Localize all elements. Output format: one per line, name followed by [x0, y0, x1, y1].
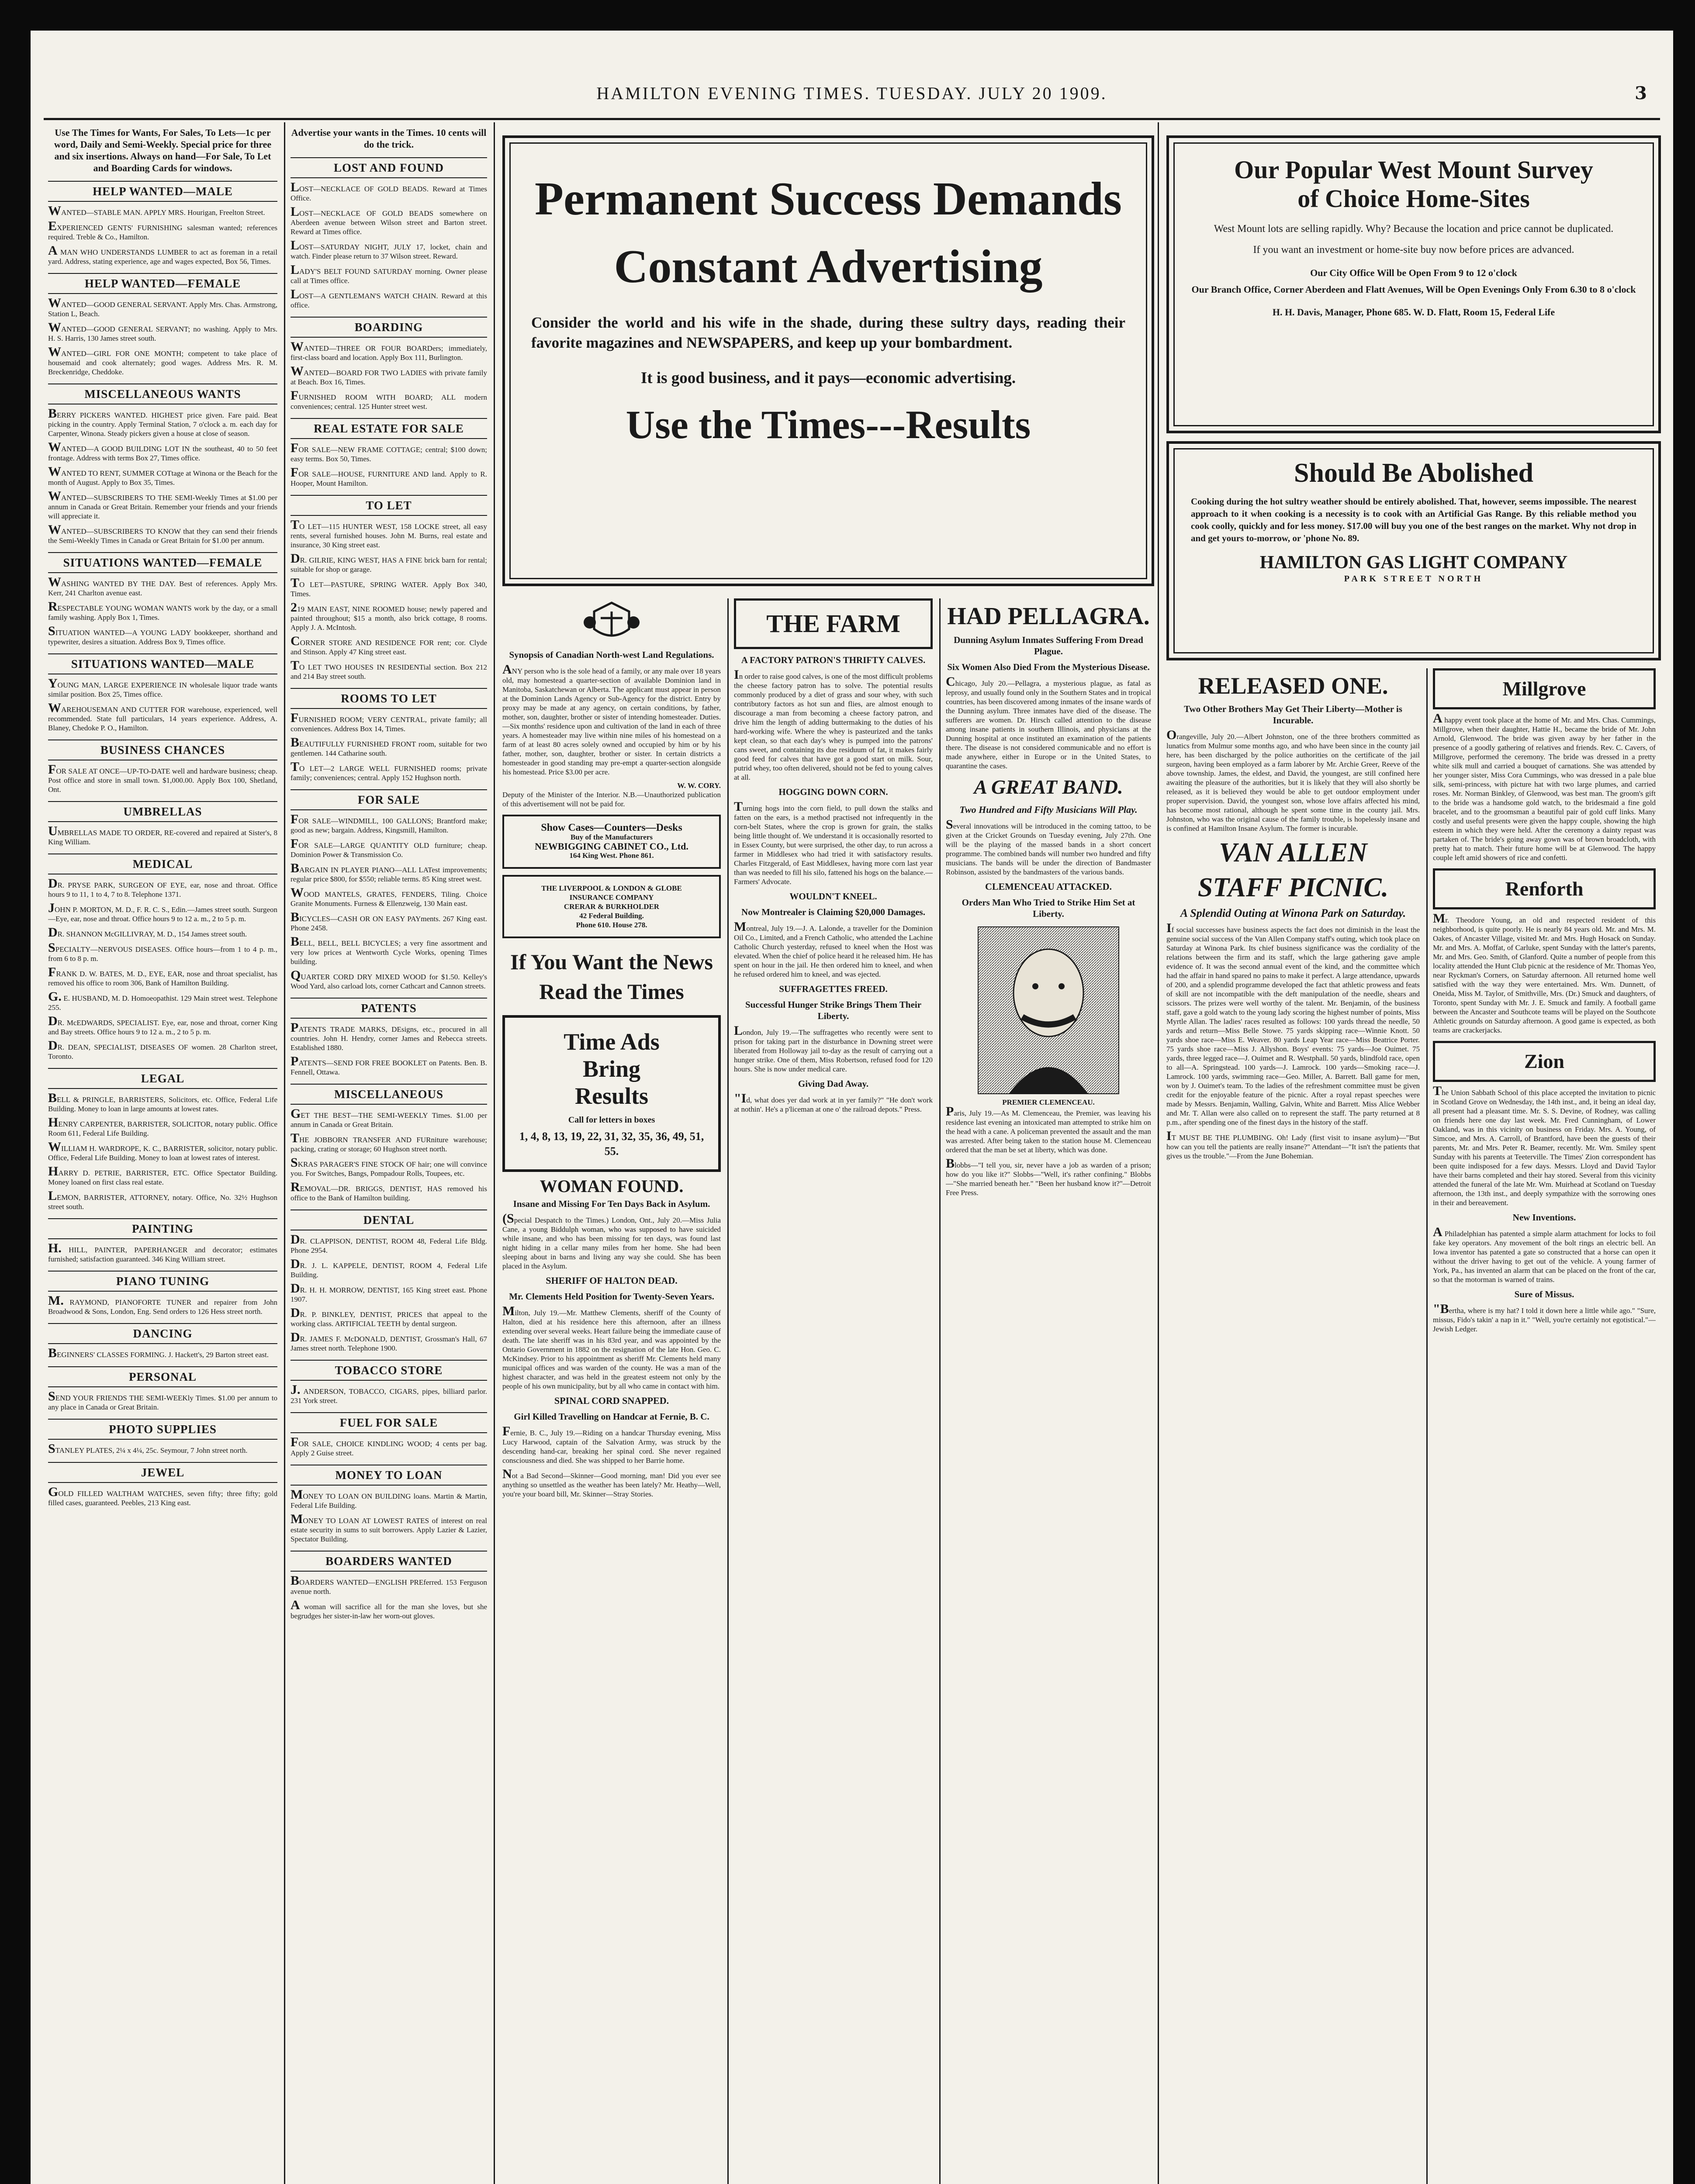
pellagra-sub2: Six Women Also Died From the Mysterious Disease.	[947, 662, 1150, 672]
farm-sub5: Giving Dad Away.	[798, 1078, 869, 1089]
section-title: PERSONAL	[48, 1366, 277, 1387]
renforth-body: Mr. Theodore Young, an old and respected resident of this neighborhood, is quite poorly. He is nearly 84 years old. Mr. and Mrs. M. Oakes, of Ancaster Village, visited Mr. and Mrs. Hugh Hosack on Sunday. Mr. and Mrs. A. Moffat, of Carluke, spent Sunday with the latter's parents, Mr. and Mrs. Geo. Smith, of Glanford. Quite a number of people from this locality attended the Hunt Club picnic at the residence of Mr. Thomas Yeo, near Ryckman's Corners, on Saturday afternoon. All returned home well satisfied with the way they were entertained. Mrs. Wm. Dunnett, of Oneida, Miss M. Taylor, of Smithville, Mrs. (Dr.) Smuck and daughters, of Toronto, spent Sunday with Mr. J. E. Smuck and family. A football game between the Ancaster and Southcote teams will be played on the Southcote Athletic grounds on Saturday afternoon. A good game is expected, as both teams are crackerjacks.	[1433, 911, 1656, 1034]
classified-ad: THE JOBBORN TRANSFER AND FURniture warehouse; packing, crating or storage; 60 Hughson street north.	[291, 1131, 487, 1153]
section-title: DANCING	[48, 1323, 277, 1344]
released-body: Orangeville, July 20.—Albert Johnston, one of the three brothers committed as lunatics from Mulmur some months ago, and who have been since in the county jail here, has been discharged by the police authorities on the certificate of the jail surgeon, having been employed as a farm laborer by Mr. Archie Greer, Reeve of the above township. James, the eldest, and David, the youngest, are still confined here awaiting the pleasure of the authorities, but it is likely that they will also shortly be released, as it is believed they would be able to get outdoor employment under proper supervision. David, the youngest son, whose love affairs affected his mind, has become most rational, although he spent some time in the county jail. Mrs. Johnston, who was the original cause of the family trouble, is hopelessly insane and is confined at Hamilton Insane Asylum. The former is incurable.	[1166, 728, 1420, 833]
classified-ad: BICYCLES—CASH OR ON EASY PAYments. 267 King east. Phone 2458.	[291, 910, 487, 932]
classified-ad: MONEY TO LOAN ON BUILDING loans. Martin & Martin, Federal Life Building.	[291, 1487, 487, 1510]
classified-ad: DR. J. L. KAPPELE, DENTIST, ROOM 4, Federal Life Building.	[291, 1257, 487, 1279]
farm-body4: London, July 19.—The suffragettes who recently were sent to prison for taking part in the disturbance in Downing street were liberated from Holloway jail to-day as the result of carrying out a hunger strike. One of them, Miss Robertson, refused food for 120 hours. She is now under medical care.	[734, 1023, 933, 1073]
classified-ad: DR. JAMES F. McDONALD, DENTIST, Grossman's Hall, 67 James street north. Telephone 1900.	[291, 1330, 487, 1352]
section-title: MISCELLANEOUS WANTS	[48, 384, 277, 404]
farm-sub: A FACTORY PATRON'S THRIFTY CALVES.	[741, 655, 926, 665]
permanent-success-ad	[502, 135, 1154, 586]
classified-ad: DR. CLAPPISON, DENTIST, ROOM 48, Federal Life Bldg. Phone 2954.	[291, 1232, 487, 1254]
classified-ad: G. E. HUSBAND, M. D. Homoeopathist. 129 Main street west. Telephone 255.	[48, 989, 277, 1012]
classified-ad: WANTED—A GOOD BUILDING LOT IN the southeast, 40 to 50 feet frontage. Address with terms Box 27, Times office.	[48, 440, 277, 462]
millgrove-body: A happy event took place at the home of Mr. and Mrs. Chas. Cummings, Millgrove, when their daughter, Hattie H., became the bride of Mr. John Arnold, Glenwood. The bride was given away by her father in the presence of a goodly gathering of relatives and friends. Rev. C. Cavers, of Millgrove, performed the ceremony. The bride was dressed in a pretty white silk mull and carried a bouquet of carnations. She was attended by her younger sister, Miss Cora Cummings, who was dressed in a pale blue silk, semi-princess, with picture hat with two large plumes, and carried roses. Mr. Norman Binkley, of Glenwood, was best man. The groom's gift to the bride was a handsome gold watch, to the bridesmaid a fine gold bracelet, and to the groomsman a beautiful pair of gold cuff links. Many costly and useful presents were given the happy couple, showing the high esteem in which they were held. After the ceremony a dainty repast was partaken of. The bride's going away gown was of brown broadcloth, with pretty hat to match. Their future home will be at Glenwood. The happy couple left amid showers of rice and confetti.	[1433, 711, 1656, 862]
section-title: FUEL FOR SALE	[291, 1412, 487, 1433]
classified-ad: SKRAS PARAGER'S FINE STOCK OF hair; one will convince you. For Switches, Bangs, Pompadour Rolls, Toupees, etc.	[291, 1155, 487, 1178]
farm-body3: Montreal, July 19.—J. A. Lalonde, a traveller for the Dominion Oil Co., Limited, and a French Catholic, who attended the Lachine Catholic Church yesterday, refused to kneel when the Host was elevated. When the chief of police heard it he released him. He has spent on hour in the jail. He then ordered him to kneel, and when he refused ordered him to kneel, and was ejected.	[734, 919, 933, 978]
masthead-rule	[44, 118, 1660, 120]
classified-ad: BEGINNERS' CLASSES FORMING. J. Hackett's, 29 Barton street east.	[48, 1346, 269, 1360]
section-title: REAL ESTATE FOR SALE	[291, 418, 487, 439]
farm-sub4: SUFFRAGETTES FREED.	[779, 984, 888, 994]
pellagra-column	[946, 598, 1151, 2184]
coat-of-arms-icon	[581, 598, 642, 646]
sheriff-headline: SHERIFF OF HALTON DEAD.	[546, 1275, 678, 1286]
farm-sub3: WOULDN'T KNEEL.	[789, 891, 877, 902]
section-title: PAINTING	[48, 1218, 277, 1239]
zion-body: The Union Sabbath School of this place accepted the invitation to picnic in Scotland Grove on Wednesday, the 14th inst., and, it being an ideal day, all present had a pleasant time. Mr. S. S. Devine, of Rodney, was calling on friends here one day last week. Mr. Fred Cunningham, of Lower Oakland, was in this vicinity on business on Friday. Mrs. A. Young, of Simcoe, and Mrs. A. Carroll, of Brantford, have been the guests of their parents, Mr. and Mrs. Peter R. Beamer, recently. Mr. Wm. Smiley spent Sunday with his parents at Teeterville. The Times' Zion correspondent has been quite indisposed for a few days. Messrs. Lloyd and David Taylor have their barns completed and their hay stored. Several from this vicinity attended the funeral of the late Mr. Wm. Muirhead at Scotland on Tuesday afternoon, the 13th inst., and deeply sympathize with the sorrowing ones in their and bereavement.	[1433, 1084, 1656, 1207]
classified-ad: FOR SALE—LARGE QUANTITY OLD furniture; cheap. Dominion Power & Transmission Co.	[291, 836, 487, 859]
classified-ad: DR. GILRIE, KING WEST, HAS A FINE brick barn for rental; suitable for shop or garage.	[291, 551, 487, 574]
classified-ad: LOST—A GENTLEMAN'S WATCH CHAIN. Reward at this office.	[291, 287, 487, 309]
classified-ad: H. HILL, PAINTER, PAPERHANGER and decorator; estimates furnished; satisfaction guaranteed. 346 King William street.	[48, 1241, 277, 1263]
zion-note2: "Bertha, where is my hat? I told it down here a little while ago." "Sure, missus, Fido's takin' a nap in it." "Well, you're certainly not egotistical."—Jewish Ledger.	[1433, 1302, 1656, 1333]
classified-ad: FOR SALE—HOUSE, FURNITURE AND land. Apply to R. Hooper, Mount Hamilton.	[291, 465, 487, 487]
classified-ad: BELL & PRINGLE, BARRISTERS, Solicitors, etc. Office, Federal Life Building. Money to loan in large amounts at lowest rates.	[48, 1091, 277, 1113]
classified-column-1	[48, 127, 277, 2184]
classified-ad: BOARDERS WANTED—ENGLISH PREferred. 153 Ferguson avenue north.	[291, 1573, 487, 1596]
classified-ad: WANTED—GIRL FOR ONE MONTH; competent to take place of housemaid and cook alternately; good wages. Address Mrs. R. M. Breckenridge, Cheddoke.	[48, 345, 277, 376]
band-sub: Two Hundred and Fifty Musicians Will Play.	[959, 804, 1138, 815]
spinal-sub: Girl Killed Travelling on Handcar at Fernie, B. C.	[514, 1411, 709, 1422]
classified-ad: DR. PRYSE PARK, SURGEON OF EYE, ear, nose and throat. Office hours 9 to 11, 1 to 4, 7 to 8. Telephone 1371.	[48, 876, 277, 898]
newspaper-page	[31, 31, 1673, 2184]
section-title: MISCELLANEOUS	[291, 1084, 487, 1105]
spinal-note: Not a Bad Second—Skinner—Good morning, man! Did you ever see anything so unsettled as the weather has been lately? Mr. Heathy—Well, you're your board bill, Mr. Skinner—Stray Stories.	[502, 1467, 721, 1498]
zion-body2: A Philadelphian has patented a simple alarm attachment for locks to foil fake key operators. Any movement of the bolt rings an electric bell. An Iowa inventor has patented a gate so constructed that a horse can open it without the driver having to get out of the vehicle. A young farmer of York, Pa., has invented an alarm that can be placed on the front of the car, so that the motorman is warned of trains.	[1433, 1225, 1656, 1284]
column-divider	[1158, 122, 1159, 2184]
classified-ad: WANTED—SUBSCRIBERS TO KNOW that they can send their friends the Semi-Weekly Times in Canada or Great Britain for $1.00 per annum.	[48, 522, 277, 545]
classified-ad: DR. P. BINKLEY, DENTIST, PRICES that appeal to the working class. ARTIFICIAL TEETH by dental surgeon.	[291, 1306, 487, 1328]
westmount-ad: Our Popular West Mount Survey of Choice Home-Sites West Mount lots are selling rapidly. Why? Because the location and price cannot be duplicated. If you want an investment or home-site buy now before prices are advanced. Our City Office Will be Open From 9 to 12 o'clock Our Branch Office, Corner Aberdeen and Flatt Avenues, Will be Open Evenings Only From 6.30 to 8 o'clock H. H. Davis, Manager, Phone 685. W. D. Flatt, Room 15, Federal Life	[1166, 135, 1661, 433]
classified-ad: TO LET—2 LARGE WELL FURNISHED rooms; private family; conveniences; central. Apply 152 Hughson north.	[291, 760, 487, 782]
column-divider	[284, 122, 285, 2184]
classified-ad: DR. DEAN, SPECIALIST, DISEASES OF women. 28 Charlton street, Toronto.	[48, 1038, 277, 1061]
released-column	[1166, 668, 1420, 2184]
classified-ad: SEND YOUR FRIENDS THE SEMI-WEEKly Times. $1.00 per annum to any place in Canada or Great Britain.	[48, 1389, 277, 1411]
pellagra-headline: HAD PELLAGRA.	[947, 603, 1150, 630]
classified-ad: LADY'S BELT FOUND SATURDAY morning. Owner please call at Times office.	[291, 263, 487, 285]
woman-sub: Insane and Missing For Ten Days Back in Asylum.	[513, 1199, 710, 1209]
portrait-clemenceau-image	[978, 926, 1119, 1094]
classified-ad: WOOD MANTELS, GRATES, FENDERS, Tiling. Choice Granite Monuments. Furness & Ellenzweig, 130 Main east.	[291, 885, 487, 908]
classified-ad: JOHN P. MORTON, M. D., F. R. C. S., Edin.—James street south. Surgeon—Eye, ear, nose and throat. Office hours 9 to 12 a. m., 2 to 5 p. m.	[48, 901, 277, 923]
clemenceau-note: Blobbs—"I tell you, sir, never have a job as warden of a prison; how do you like it?" Slobbs—"Well, it's rather confining." Blobbs—"She married beneath her." "Been her husband know it?"—Detroit Free Press.	[946, 1156, 1151, 1197]
classified-ad: FRANK D. W. BATES, M. D., EYE, EAR, nose and throat specialist, has removed his office to room 306, Bank of Hamilton Building.	[48, 965, 277, 987]
advertise-intro: Advertise your wants in the Times. 10 cents will do the trick.	[291, 127, 487, 150]
clemenceau-sub: Orders Man Who Tried to Strike Him Set at Liberty.	[962, 897, 1135, 919]
classified-ad: RESPECTABLE YOUNG WOMAN WANTS work by the day, or a small family washing. Apply Box 1, Times.	[48, 599, 277, 622]
classified-ad: PATENTS TRADE MARKS, DEsigns, etc., procured in all countries. John H. Hendry, corner James and Rebecca streets. Established 1880.	[291, 1020, 487, 1052]
classified-ad: FURNISHED ROOM; VERY CENTRAL, private family; all conveniences. Address Box 14, Times.	[291, 711, 487, 733]
classified-column-2	[291, 127, 487, 2184]
synopsis-sign: W. W. CORY.	[677, 781, 721, 790]
classified-ad: FOR SALE—WINDMILL, 100 GALLONS; Brantford make; good as new; bargain. Address, Kingsmill, Hamilton.	[291, 812, 487, 834]
clemenceau-caption: PREMIER CLEMENCEAU.	[1002, 1098, 1095, 1106]
classified-ad: WANTED—GOOD GENERAL SERVANT; no washing. Apply to Mrs. H. S. Harris, 130 James street south.	[48, 320, 277, 342]
classified-ad: A woman will sacrifice all for the man she loves, but she begrudges her sister-in-law her worn-out gloves.	[291, 1598, 487, 1620]
classified-ad: BERRY PICKERS WANTED. HIGHEST price given. Fare paid. Beat picking in the country. Apply Terminal Station, 7 o'clock a. m. each day for Carpenter, Winona. Steady pickers given a house at close of season.	[48, 406, 277, 438]
timeads-ad: Time Ads Bring Results Call for letters in boxes 1, 4, 8, 13, 19, 22, 31, 32, 35, 36, 49, 51, 55.	[502, 1015, 721, 1172]
zion-note1: Sure of Missus.	[1514, 1289, 1574, 1299]
classified-ad: WANTED—SUBSCRIBERS TO THE SEMI-Weekly Times at $1.00 per annum in Canada or Great Britain. Remember your friends and your friends will appreciate it.	[48, 489, 277, 520]
farm-sub3b: Now Montrealer is Claiming $20,000 Damages.	[741, 907, 925, 917]
locals-column	[1433, 668, 1656, 2184]
news-ad: If You Want the News Read the Times	[510, 950, 713, 1004]
classified-ad: WASHING WANTED BY THE DAY. Best of references. Apply Mrs. Kerr, 241 Charlton avenue east.	[48, 575, 277, 597]
clemenceau-headline: CLEMENCEAU ATTACKED.	[985, 881, 1112, 892]
vanallen-note: IT MUST BE THE PLUMBING. Oh! Lady (first visit to insane asylum)—"But how can you tell the patients are really insane?" Attendant—"It isn't the patients that gives us the trouble."—From the June Bohemian.	[1166, 1129, 1420, 1160]
section-title: PIANO TUNING	[48, 1271, 277, 1292]
millgrove-title: Millgrove	[1502, 677, 1586, 700]
classified-ad: LEMON, BARRISTER, ATTORNEY, notary. Office, No. 32½ Hughson street south.	[48, 1189, 277, 1211]
classified-ad: FURNISHED ROOM WITH BOARD; ALL modern conveniences; central. 125 Hunter street west.	[291, 388, 487, 411]
ad-line2: Constant Advertising	[614, 241, 1043, 293]
classified-ad: GOLD FILLED WALTHAM WATCHES, seven fifty; three fifty; gold filled cases, guaranteed. Peebles, 213 King east.	[48, 1485, 277, 1507]
vanallen-headline1: VAN ALLEN	[1219, 838, 1367, 867]
section-title: TOBACCO STORE	[291, 1360, 487, 1381]
band-headline: A GREAT BAND.	[974, 776, 1123, 798]
classified-ad: PATENTS—SEND FOR FREE BOOKLET on Patents. Ben. B. Fennell, Ottawa.	[291, 1054, 487, 1076]
classified-ad: J. ANDERSON, TOBACCO, CIGARS, pipes, billiard parlor. 231 York street.	[291, 1382, 487, 1405]
classified-ad: FOR SALE, CHOICE KINDLING WOOD; 4 cents per bag. Apply 2 Guise street.	[291, 1435, 487, 1457]
classified-ad: 219 MAIN EAST, NINE ROOMED house; newly papered and painted throughout; $15 a month, also brick cottage, 8 rooms. Apply J. A. McIntosh.	[291, 600, 487, 632]
zion-title: Zion	[1524, 1050, 1565, 1072]
ad-line1: Permanent Success Demands	[535, 173, 1122, 225]
vanallen-sub: A Splendid Outing at Winona Park on Saturday.	[1180, 907, 1406, 919]
classified-ad: FOR SALE AT ONCE—UP-TO-DATE well and hardware business; cheap. Post office and store in small town. $1,000.00. Apply Box 100, Shetland, Ont.	[48, 762, 277, 794]
sheriff-body: Milton, July 19.—Mr. Matthew Clements, sheriff of the County of Halton, died at his residence here this afternoon, after an illness extending over several weeks. Heart failure being the immediate cause of death. The late sheriff was in his 83rd year, and was appointed by the Ontario Government in 1882 on the resignation of the late Hon. Geo. C. McKindsey. Prior to his appointment as sheriff Mr. Clements held many municipal offices and was warden of the county. He was a man of the highest character, and was held in the greatest esteem not only by the people of his own municipality, but by all who came in contact with him.	[502, 1304, 721, 1390]
classified-ad: LOST—NECKLACE OF GOLD BEADS somewhere on Aberdeen avenue between Wilson street and Barton street. Reward at Times office.	[291, 204, 487, 236]
section-title: LOST AND FOUND	[291, 157, 487, 178]
classified-ad: MONEY TO LOAN AT LOWEST RATES of interest on real estate security in sums to suit borrowers. Apply Lazier & Lazier, Spectator Building.	[291, 1512, 487, 1543]
woman-body: (Special Despatch to the Times.) London, Ont., July 20.—Miss Julia Cane, a young Biddulph woman, who was supposed to have suicided while insane, and who has been missing for ten days, was found last night hiding in a cellar many miles from her home. She had been sleeping about in barns and living any way she could. She has been placed in the Asylum.	[502, 1211, 721, 1270]
column-divider	[727, 598, 729, 2184]
zion-sub2: New Inventions.	[1512, 1212, 1576, 1223]
classified-ad: WANTED—BOARD FOR TWO LADIES with private family at Beach. Box 16, Times.	[291, 364, 487, 386]
classified-ad: WANTED—GOOD GENERAL SERVANT. Apply Mrs. Chas. Armstrong, Station L, Beach.	[48, 296, 277, 318]
section-title: PATENTS	[291, 998, 487, 1019]
section-title: JEWEL	[48, 1462, 277, 1483]
section-title: SITUATIONS WANTED—FEMALE	[48, 552, 277, 573]
synopsis-body: ANY person who is the sole head of a family, or any male over 18 years old, may homestead a quarter-section of available Dominion land in Manitoba, Saskatchewan or Alberta. The applicant must appear in person at the Dominion Lands Agency or Sub-Agency for the district. Entry by proxy may be made at any agency, on certain conditions, by father, mother, son, daughter, brother or sister of intending homesteader. Duties.—Six months' residence upon and cultivation of the land in each of three years. A homesteader may live within nine miles of his homestead on a farm of at least 80 acres solely owned and occupied by him or by his father, mother, son, daughter, brother or sister. In certain districts a homesteader in good standing may pre-empt a quarter-section alongside his homestead. Price $3.00 per acre.	[502, 662, 721, 776]
classified-ad: TO LET—PASTURE, SPRING WATER. Apply Box 340, Times.	[291, 576, 487, 598]
section-title: TO LET	[291, 495, 487, 516]
classified-ad: DR. SHANNON McGILLIVRAY, M. D., 154 James street south.	[48, 925, 247, 940]
classified-ad: WAREHOUSEMAN AND CUTTER FOR warehouse, experienced, well recommended. State full particulars, 14 years experience. Address, A. Blaney, Chedoke P. O., Hamilton.	[48, 701, 277, 732]
column-divider	[939, 598, 941, 2184]
pellagra-sub: Dunning Asylum Inmates Suffering From Dread Plague.	[954, 635, 1143, 657]
section-title: LEGAL	[48, 1068, 277, 1089]
liverpool-ad: THE LIVERPOOL & LONDON & GLOBE INSURANCE COMPANY CRERAR & BURKHOLDER 42 Federal Building. Phone 610. House 278.	[502, 875, 721, 938]
synopsis-title: Synopsis of Canadian North-west Land Regulations.	[509, 650, 714, 660]
section-title: BOARDING	[291, 317, 487, 338]
section-title: MEDICAL	[48, 854, 277, 874]
band-body: Several innovations will be introduced in the coming tattoo, to be given at the Cricket Grounds on Tuesday evening, July 27th. One will be the playing of the massed bands in a short concert programme. The combined bands will number two hundred and fifty musicians. The bands will be under the direction of Bandmaster Robinson, assisted by the bandmasters of the various bands.	[946, 817, 1151, 876]
section-title: SITUATIONS WANTED—MALE	[48, 653, 277, 674]
farm-body: In order to raise good calves, is one of the most difficult problems the cheese factory patron has to solve. The potential results commonly produced by a diet of grass and sour whey, with such contributory factors as hot sun and flies, are almost enough to discourage a man from becoming a cheese factory patron, and drive him the length of adding buttermaking to the duties of his hard-working wife. Where the whey is pasteurized and the tanks kept clean, so that each day's whey is pumped into the patrons' cans sweet, and containing its due residuum of fat, it makes fairly good feed for calves that have got a good start on milk. Sour, putrid whey, too often delivered, should not be fed to young calves at all.	[734, 667, 933, 781]
classified-ad: SPECIALTY—NERVOUS DISEASES. Office hours—from 1 to 4 p. m., from 6 to 8 p. m.	[48, 940, 277, 963]
farm-sub2: HOGGING DOWN CORN.	[778, 787, 888, 797]
section-title: HELP WANTED—MALE	[48, 181, 277, 202]
classified-ad: BARGAIN IN PLAYER PIANO—ALL LATest improvements; regular price $800, for $550; reliable terms. 85 King street west.	[291, 861, 487, 883]
farm-title: THE FARM	[766, 609, 900, 638]
section-title: BUSINESS CHANCES	[48, 740, 277, 760]
classified-ad: FOR SALE—NEW FRAME COTTAGE; central; $100 down; easy terms. Box 50, Times.	[291, 441, 487, 463]
column-divider	[1426, 668, 1428, 2184]
farm-body2: Turning hogs into the corn field, to pull down the stalks and fatten on the ears, is a method practised not infrequently in the corn-belt States, where the crop is grown for grain, the stalks being little thought of. We understand it is occasionally resorted to in Essex County, but were surprised, the other day, to run across a farmer in Middlesex who had tried it with satisfactory results. Charles Fitzgerald, of East Middlesex, having more corn last year than was needed to fill his silo, fattened his hogs on the balance.—Farmers' Advocate.	[734, 799, 933, 886]
released-sub: Two Other Brothers May Get Their Liberty—Mother is Incurable.	[1184, 704, 1402, 726]
section-title: ROOMS TO LET	[291, 688, 487, 709]
classified-ad: YOUNG MAN, LARGE EXPERIENCE IN wholesale liquor trade wants similar position. Box 25, Times office.	[48, 676, 277, 698]
classified-ad: LOST—SATURDAY NIGHT, JULY 17, locket, chain and watch. Finder please return to 37 Wilson street. Reward.	[291, 238, 487, 260]
farm-body5: "Id, what does yer dad work at in yer family?" "He don't work at nothin'. He's a p'liceman at one o' the railroad depots." Press.	[734, 1091, 933, 1113]
section-title: MONEY TO LOAN	[291, 1465, 487, 1486]
classified-ad: STANLEY PLATES, 2¼ x 4¼, 25c. Seymour, 7 John street north.	[48, 1441, 248, 1456]
renforth-title: Renforth	[1505, 878, 1584, 900]
classified-ad: QUARTER CORD DRY MIXED WOOD for $1.50. Kelley's Wood Yard, also carload lots, corner Cathcart and Cannon streets.	[291, 968, 487, 990]
classified-ad: LOST—NECKLACE OF GOLD BEADS. Reward at Times Office.	[291, 180, 487, 202]
classified-ad: REMOVAL—DR. BRIGGS, DENTIST, HAS removed his office to the Bank of Hamilton building.	[291, 1180, 487, 1202]
classified-ad: UMBRELLAS MADE TO ORDER, RE-covered and repaired at Sister's, 8 King William.	[48, 824, 277, 846]
classified-ad: TO LET TWO HOUSES IN RESIDENTial section. Box 212 and 214 Bay street south.	[291, 658, 487, 681]
section-title: DENTAL	[291, 1209, 487, 1230]
classified-ad: WANTED—THREE OR FOUR BOARDers; immediately, first-class board and location. Apply Box 111, Burlington.	[291, 339, 487, 362]
showcases-ad: Show Cases—Counters—Desks Buy of the Manufacturers NEWBIGGING CABINET CO., Ltd. 164 King West. Phone 861.	[502, 815, 721, 869]
classified-ad: SITUATION WANTED—A YOUNG LADY bookkeeper, shorthand and typewriter, desires a situation. Address Box 9, Times office.	[48, 624, 277, 646]
classified-ad: BEAUTIFULLY FURNISHED FRONT room, suitable for two gentlemen. 144 Catharine south.	[291, 735, 487, 757]
ad-tagline: It is good business, and it pays—economic advertising.	[640, 369, 1016, 387]
classified-ad: M. RAYMOND, PIANOFORTE TUNER and repairer from John Broadwood & Sons, London, Eng. Send orders to 126 Hess street north.	[48, 1293, 277, 1316]
classified-ad: HARRY D. PETRIE, BARRISTER, ETC. Office Spectator Building. Money loaned on first class real estate.	[48, 1164, 277, 1186]
classified-ad: TO LET—115 HUNTER WEST, 158 LOCKE street, all easy rents, several furnished houses. John M. Burns, real estate and insurance, 30 King street east.	[291, 518, 487, 549]
classified-ad: HENRY CARPENTER, BARRISTER, SOLICITOR, notary public. Office Room 611, Federal Life Building.	[48, 1115, 277, 1137]
section-title: BOARDERS WANTED	[291, 1551, 487, 1572]
classified-ad: WILLIAM H. WARDROPE, K. C., BARRISTER, solicitor, notary public. Office, Federal Life Building. Money to loan at lowest rates of interest.	[48, 1140, 277, 1162]
classified-ad: EXPERIENCED GENTS' FURNISHING salesman wanted; references required. Treble & Co., Hamilton.	[48, 219, 277, 241]
masthead: HAMILTON EVENING TIMES. TUESDAY. JULY 20 1909.	[596, 83, 1107, 103]
classified-ad: BELL, BELL, BELL BICYCLES; a very fine assortment and very low prices at Wentworth Cycle Works, opening Times building.	[291, 934, 487, 966]
clemenceau-body: Paris, July 19.—As M. Clemenceau, the Premier, was leaving his residence last evening an intoxicated man attempted to strike him on the head with a cane. A policeman prevented the assault and the man was arrested. After being taken to the station house M. Clemenceau ordered that the man be set at liberty, which was done.	[946, 1104, 1151, 1154]
ad-body: Consider the world and his wife in the shade, during these sultry days, reading their favorite magazines and NEWSPAPERS, and keep up your bombardment.	[531, 314, 1125, 351]
farm-sub4b: Successful Hunger Strike Brings Them Their Liberty.	[745, 999, 922, 1021]
sheriff-sub: Mr. Clements Held Position for Twenty-Seven Years.	[509, 1291, 714, 1302]
ad-cta: Use the Times---Results	[626, 402, 1031, 447]
woman-headline: WOMAN FOUND.	[540, 1176, 684, 1196]
section-title: UMBRELLAS	[48, 801, 277, 822]
classified-ad: GET THE BEST—THE SEMI-WEEKLY Times. $1.00 per annum in Canada or Great Britain.	[291, 1106, 487, 1129]
vanallen-body: If social successes have business aspects the fact does not diminish in the least the genuine social success of the Van Allen Company staff's outing, which took place on Saturday at Winona Park. Its chief business significance was the cordiality of the relations between the firm and its staff, which the large gathering gave ample evidence of. It was the second annual event of the kind, and the committee which had the affair in hand spared no pains to make it perfect. A large attendance, upwards of 200, and a splendid programme developed the fact that athletic prowess and feats of skill are not incompatible with the deft manipulation of the needle, shears and scissors. The prizes were well worthy of the talent. Mr. Benjamin, of the business staff, gave a gold watch to the young lady scoring the highest number of points, Miss Myrtle Allan. The ladies' races resulted as follows: 100 yards thread the needle, 50 yards and return—Miss Belle Stowe. 75 yards skipping race—Winnie Knott. 50 yards shoe race—Miss E. Weaver. 80 yards Leap Year race—Miss Beatrice Porter. 75 yards shoe race—Miss J. Allyshon. Boys' events: 75 yards—Joe Ouimet. 75 yards, three legged race—J. Ouimet and R. Westphall. 50 yards, blindfold race, open to all—A. Springstead. 100 yards—J. Lamrock. 100 yards—Smoking race—J. Lamrock. 100 yards, swimming race—Geo. Miller, A. Barrett. Ball game for men, won by J. Ouimet's team. To the ladies of the refreshment committee must be given credit for the enjoyable feature of the picnic. After a royal repast speeches were made by Messrs. Benjamin, Walling, Galvin, White and Barrett. Miss Alice Webber and Mr. T. Allan were also called on to represent the staff. The party returned at 8 p.m., after spending one of the finest days in the history of the staff.	[1166, 921, 1420, 1127]
section-title: HELP WANTED—FEMALE	[48, 273, 277, 294]
farm-column	[734, 598, 933, 2184]
gas-company-ad: Should Be Abolished Cooking during the hot sultry weather should be entirely abolished. That, however, seems impossible. The nearest approach to it when cooking is a necessity is to cook with an Artificial Gas Range. By this reliable method you cook coolly, quickly and for less money. $17.00 will buy you one of the best ranges on the market. Why not drop in and get yours to-morrow, or 'phone No. 89. HAMILTON GAS LIGHT COMPANY PARK STREET NORTH	[1166, 441, 1661, 660]
vanallen-headline2: STAFF PICNIC.	[1197, 873, 1389, 902]
classified-intro: Use The Times for Wants, For Sales, To Lets—1c per word, Daily and Semi-Weekly. Special price for three and six insertions. Always on hand—For Sale, To Let and Boarding Cards for windows.	[54, 127, 272, 173]
spinal-headline: SPINAL CORD SNAPPED.	[554, 1395, 669, 1406]
classified-ad: CORNER STORE AND RESIDENCE FOR rent; cor. Clyde and Stinson. Apply 47 King street east.	[291, 634, 487, 656]
classified-ad: WANTED—STABLE MAN. APPLY MRS. Hourigan, Freelton Street.	[48, 204, 265, 218]
classified-ad: A MAN WHO UNDERSTANDS LUMBER to act as foreman in a retail yard. Address, stating experience, age and wages expected, Box 56, Times.	[48, 243, 277, 266]
section-title: FOR SALE	[291, 789, 487, 810]
page-number: 3	[1635, 83, 1647, 104]
spinal-body: Fernie, B. C., July 19.—Riding on a handcar Thursday evening, Miss Lucy Harwood, captain of the Salvation Army, was struck by the descending hand-car, breaking her spinal cord. She never regained consciousness and died. She was shipped to her Barrie home.	[502, 1424, 721, 1465]
section-title: PHOTO SUPPLIES	[48, 1419, 277, 1440]
middle-column	[502, 598, 721, 2184]
released-headline: RELEASED ONE.	[1198, 673, 1388, 699]
classified-ad: DR. McEDWARDS, SPECIALIST. Eye, ear, nose and throat, corner King and Bay streets. Office hours 9 to 12 a. m., 2 to 5 p. m.	[48, 1014, 277, 1036]
synopsis-sign2: Deputy of the Minister of the Interior. N.B.—Unauthorized publication of this advertisement will not be paid for.	[502, 791, 721, 808]
column-divider	[494, 122, 495, 2184]
classified-ad: DR. H. H. MORROW, DENTIST, 165 King street east. Phone 1907.	[291, 1281, 487, 1303]
classified-ad: WANTED TO RENT, SUMMER COTtage at Winona or the Beach for the month of August. Apply to Box 35, Times.	[48, 464, 277, 487]
pellagra-body: Chicago, July 20.—Pellagra, a mysterious plague, as fatal as leprosy, and usually found only in the Southern States and in tropical countries, has been discovered among inmates of the insane wards of the Dunning asylum. Three inmates have died of the disease. The sufferers are women. Dr. Hirsch called attention to the disease among insane patients in southern Illinois, and physicians at the Dunning hospital at once instituted an examination of the patients there. The disease is not considered communicable and no effort is made anywhere, either in Europe or in the United States, to quarantine the cases.	[946, 674, 1151, 770]
